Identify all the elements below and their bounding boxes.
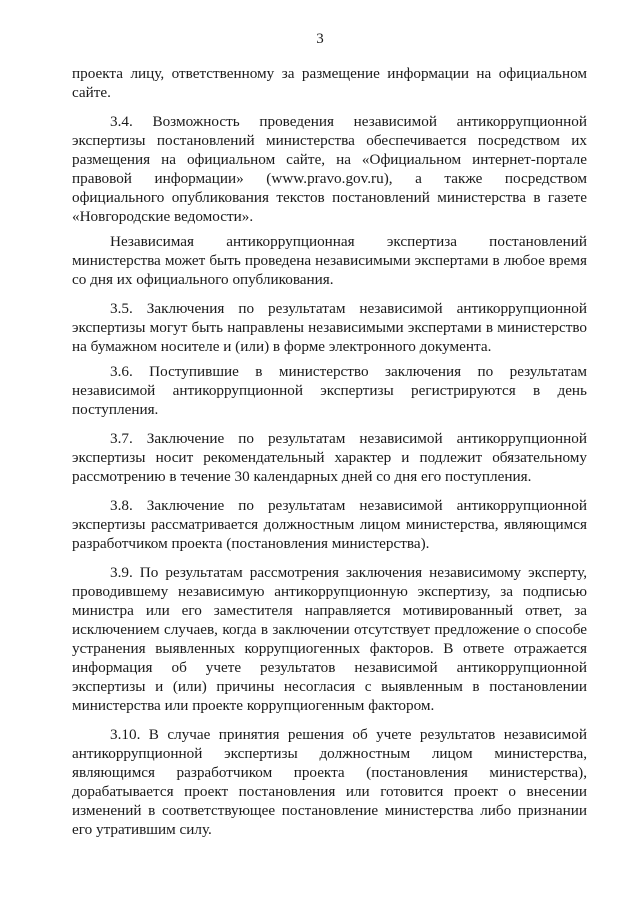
paragraph-3-10: 3.10. В случае принятия решения об учете результатов независимой антикоррупционной экспертизы должностным лицом министерства, являющимся разработчиком проекта (постановления министерства), дорабатывается проект постановления или готовится проект о внесении изменений в соответствующее постановление министерства либо признании его утратившим силу. — [72, 726, 587, 838]
paragraph-3-7: 3.7. Заключение по результатам независимой антикоррупционной экспертизы носит рекомендательный характер и подлежит обязательному рассмотрению в течение 30 календарных дней со дня его поступления. — [72, 430, 587, 485]
paragraph-3-9: 3.9. По результатам рассмотрения заключения независимому эксперту, проводившему независимую антикоррупционную экспертизу, за подписью министра или его заместителя направляется мотивированный ответ, за исключением случаев, когда в заключении отсутствует предложение о способе устранения выявленных коррупциогенных факторов. В ответе отражается информация об учете результатов независимой антикоррупционной экспертизы и (или) причины несогласия с выявленным в постановлении министерства или проекте коррупциогенным фактором. — [72, 564, 587, 714]
paragraph-3-6: 3.6. Поступившие в министерство заключения по результатам независимой антикоррупционной экспертизы регистрируются в день поступления. — [72, 363, 587, 418]
paragraph-3-4-independent-expertise: Независимая антикоррупционная экспертиза постановлений министерства может быть проведена независимыми экспертами в любое время со дня их официального опубликования. — [72, 233, 587, 288]
paragraph-3-5: 3.5. Заключения по результатам независимой антикоррупционной экспертизы могут быть направлены независимыми экспертами в министерство на бумажном носителе и (или) в форме электронного документа. — [72, 300, 587, 355]
paragraph-continuation: проекта лицу, ответственному за размещение информации на официальном сайте. — [72, 65, 587, 101]
page-number: 3 — [316, 31, 324, 47]
document-body — [72, 64, 587, 849]
paragraph-3-4: 3.4. Возможность проведения независимой антикоррупционной экспертизы постановлений министерства обеспечивается посредством их размещения на официальном сайте, на «Официальном интернет-портале правовой информации» (www.pravo.gov.ru), а также посредством официального опубликования текстов постановлений министерства в газете «Новгородские ведомости». — [72, 113, 587, 225]
paragraph-3-8: 3.8. Заключение по результатам независимой антикоррупционной экспертизы рассматривается должностным лицом министерства, являющимся разработчиком проекта (постановления министерства). — [72, 497, 587, 552]
